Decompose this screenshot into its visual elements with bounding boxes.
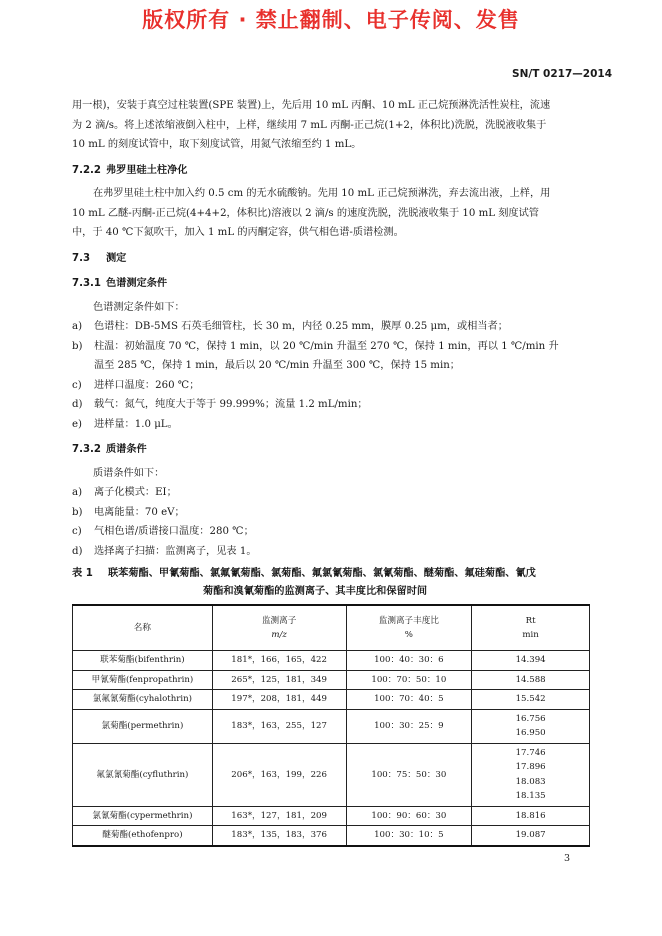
text-line: 为 2 滴/s。将上述浓缩液倒入柱中，上样，继续用 7 mL 丙酮-正己烷(1+2，体积比)洗脱，洗脱液收集于 bbox=[72, 119, 547, 131]
text-line: 10 mL 的刻度试管中，取下刻度试管，用氮气浓缩至约 1 mL。 bbox=[72, 139, 362, 150]
list-item bbox=[72, 376, 590, 396]
list-item bbox=[72, 542, 590, 562]
list-item bbox=[72, 395, 590, 415]
list-marker: c) bbox=[72, 379, 82, 391]
document-body bbox=[72, 96, 590, 601]
copyright-banner: 版权所有 · 禁止翻制、电子传阅、发售 bbox=[142, 8, 520, 32]
compound-name-cell: 氟氯氰菊酯(cyfluthrin) bbox=[73, 743, 213, 806]
retention-time-cell bbox=[472, 670, 590, 690]
retention-time-cell bbox=[472, 743, 590, 806]
list-item bbox=[72, 415, 590, 435]
table-number: 表 1 bbox=[72, 568, 93, 579]
column-header: 监测离子丰度比 % bbox=[346, 605, 472, 651]
table-row bbox=[73, 709, 590, 743]
retention-time-value: 14.588 bbox=[515, 674, 546, 685]
retention-time-value: 18.083 bbox=[515, 776, 546, 787]
list-text: 温至 285 ℃，保持 1 min，最后以 20 ℃/min 升温至 300 ℃，保持 15 min； bbox=[94, 360, 460, 371]
list-text: 进样口温度：260 ℃； bbox=[94, 379, 200, 391]
list-text: 电离能量：70 eV； bbox=[94, 506, 185, 518]
ions-cell: 197*，208，181，449 bbox=[212, 690, 346, 710]
retention-time-cell bbox=[472, 806, 590, 826]
mass-spec-conditions-list bbox=[72, 483, 590, 561]
retention-time-value: 17.746 bbox=[515, 747, 546, 758]
compound-name-cell: 氯氰菊酯(cypermethrin) bbox=[73, 806, 213, 826]
ions-cell: 183*，135，183，376 bbox=[212, 826, 346, 846]
abundance-ratio-cell: 100：75：50：30 bbox=[346, 743, 472, 806]
list-item bbox=[72, 337, 590, 376]
section-title: 色谱测定条件 bbox=[106, 278, 168, 289]
ions-cell: 265*，125，181，349 bbox=[212, 670, 346, 690]
compound-name-cell: 氯氟氰菊酯(cyhalothrin) bbox=[73, 690, 213, 710]
text-line: 10 mL 乙醚-丙酮-正己烷(4+4+2，体积比)溶液以 2 滴/s 的速度洗脱，洗脱液收集于 10 mL 刻度试管 bbox=[72, 207, 539, 219]
section-title: 质谱条件 bbox=[106, 444, 147, 455]
abundance-ratio-cell: 100：30：25：9 bbox=[346, 709, 472, 743]
table-row bbox=[73, 826, 590, 846]
abundance-ratio-cell: 100：70：50：10 bbox=[346, 670, 472, 690]
text-line: 用一根)，安装于真空过柱装置(SPE 装置)上，先后用 10 mL 丙酮、10 mL 正己烷预淋洗活性炭柱，流速 bbox=[72, 100, 551, 111]
list-text: 气相色谱/质谱接口温度：280 ℃； bbox=[94, 526, 254, 537]
list-marker: a) bbox=[72, 487, 83, 498]
retention-time-cell bbox=[472, 651, 590, 671]
section-number: 7.3.1 bbox=[72, 278, 102, 289]
retention-time-value: 14.394 bbox=[515, 655, 546, 665]
list-item bbox=[72, 503, 590, 523]
caption-line: 菊酯和溴氰菊酯的监测离子、其丰度比和保留时间 bbox=[203, 586, 428, 597]
text-line: 在弗罗里硅土柱中加入约 0.5 cm 的无水硫酸钠。先用 10 mL 正己烷预淋洗，弃去流出液，上样，用 bbox=[93, 188, 551, 199]
table-header-row bbox=[73, 605, 590, 651]
section-number: 7.3.2 bbox=[72, 444, 102, 455]
column-header: 名称 bbox=[73, 605, 213, 651]
list-marker: e) bbox=[72, 418, 83, 430]
section-title: 测定 bbox=[106, 252, 127, 264]
retention-time-cell bbox=[472, 709, 590, 743]
chromatography-conditions-list bbox=[72, 317, 590, 434]
retention-time-value: 18.135 bbox=[515, 791, 546, 801]
table-row bbox=[73, 670, 590, 690]
section-heading-7-3 bbox=[72, 249, 590, 269]
list-text: 色谱柱：DB-5MS 石英毛细管柱，长 30 m，内径 0.25 mm，膜厚 0.25 μm，或相当者； bbox=[94, 321, 508, 332]
retention-time-value: 19.087 bbox=[515, 830, 546, 840]
retention-time-value: 18.816 bbox=[515, 810, 546, 821]
table-row bbox=[73, 651, 590, 671]
list-text: 进样量：1.0 μL。 bbox=[94, 418, 178, 430]
list-marker: d) bbox=[72, 399, 83, 410]
section-7-2-2-paragraph bbox=[72, 184, 590, 243]
ions-cell: 181*，166，165，422 bbox=[212, 651, 346, 671]
compound-name-cell: 醚菊酯(ethofenpro) bbox=[73, 826, 213, 846]
intro-paragraph bbox=[72, 96, 590, 155]
retention-time-value: 16.950 bbox=[515, 728, 546, 738]
list-text: 载气：氮气，纯度大于等于 99.999%；流量 1.2 mL/min； bbox=[94, 399, 368, 410]
list-marker: b) bbox=[72, 506, 83, 518]
table-row bbox=[73, 743, 590, 806]
text-line: 中，于 40 ℃下氮吹干，加入 1 mL 的丙酮定容，供气相色谱-质谱检测。 bbox=[72, 227, 404, 238]
list-text: 离子化模式：EI； bbox=[94, 487, 177, 498]
abundance-ratio-cell: 100：90：60：30 bbox=[346, 806, 472, 826]
abundance-ratio-cell: 100：40：30：6 bbox=[346, 651, 472, 671]
retention-time-value: 17.896 bbox=[515, 762, 546, 772]
list-marker: b) bbox=[72, 340, 83, 352]
list-text: 柱温：初始温度 70 ℃，保持 1 min，以 20 ℃/min 升温至 270 ℃，保持 1 min，再以 1 ℃/min 升 bbox=[94, 340, 559, 352]
list-marker: d) bbox=[72, 545, 83, 557]
section-heading-7-3-1 bbox=[72, 274, 590, 294]
list-item bbox=[72, 522, 590, 542]
abundance-ratio-cell: 100：70：40：5 bbox=[346, 690, 472, 710]
section-intro: 质谱条件如下： bbox=[93, 467, 165, 479]
page-number: 3 bbox=[563, 853, 570, 864]
section-heading-7-3-2 bbox=[72, 440, 590, 460]
table-row bbox=[73, 806, 590, 826]
ions-cell: 163*，127，181，209 bbox=[212, 806, 346, 826]
list-item bbox=[72, 317, 590, 337]
standard-number: SN/T 0217—2014 bbox=[512, 68, 612, 80]
section-number: 7.2.2 bbox=[72, 164, 102, 176]
retention-time-cell bbox=[472, 690, 590, 710]
section-heading-7-2-2 bbox=[72, 161, 590, 181]
table-row bbox=[73, 690, 590, 710]
list-text: 选择离子扫描：监测离子，见表 1。 bbox=[94, 545, 257, 557]
monitoring-ions-table bbox=[72, 604, 590, 847]
ions-cell: 183*，163，255，127 bbox=[212, 709, 346, 743]
compound-name-cell: 联苯菊酯(bifenthrin) bbox=[73, 651, 213, 671]
table-caption bbox=[72, 565, 590, 601]
retention-time-value: 15.542 bbox=[515, 694, 546, 704]
abundance-ratio-cell: 100：30：10：5 bbox=[346, 826, 472, 846]
compound-name-cell: 氯菊酯(permethrin) bbox=[73, 709, 213, 743]
list-item bbox=[72, 483, 590, 503]
section-title: 弗罗里硅土柱净化 bbox=[106, 164, 188, 176]
column-header: Rt min bbox=[472, 605, 590, 651]
retention-time-value: 16.756 bbox=[515, 713, 546, 724]
retention-time-cell bbox=[472, 826, 590, 846]
section-intro: 色谱测定条件如下： bbox=[93, 301, 185, 313]
section-number: 7.3 bbox=[72, 252, 91, 264]
compound-name-cell: 甲氰菊酯(fenpropathrin) bbox=[73, 670, 213, 690]
list-marker: c) bbox=[72, 526, 82, 537]
column-header: 监测离子 m/z bbox=[212, 605, 346, 651]
caption-line: 联苯菊酯、甲氰菊酯、氯氟氰菊酯、氯菊酯、氟氯氰菊酯、氯氰菊酯、醚菊酯、氟硅菊酯、氰戊 bbox=[108, 568, 536, 579]
list-marker: a) bbox=[72, 321, 83, 332]
ions-cell: 206*，163，199，226 bbox=[212, 743, 346, 806]
